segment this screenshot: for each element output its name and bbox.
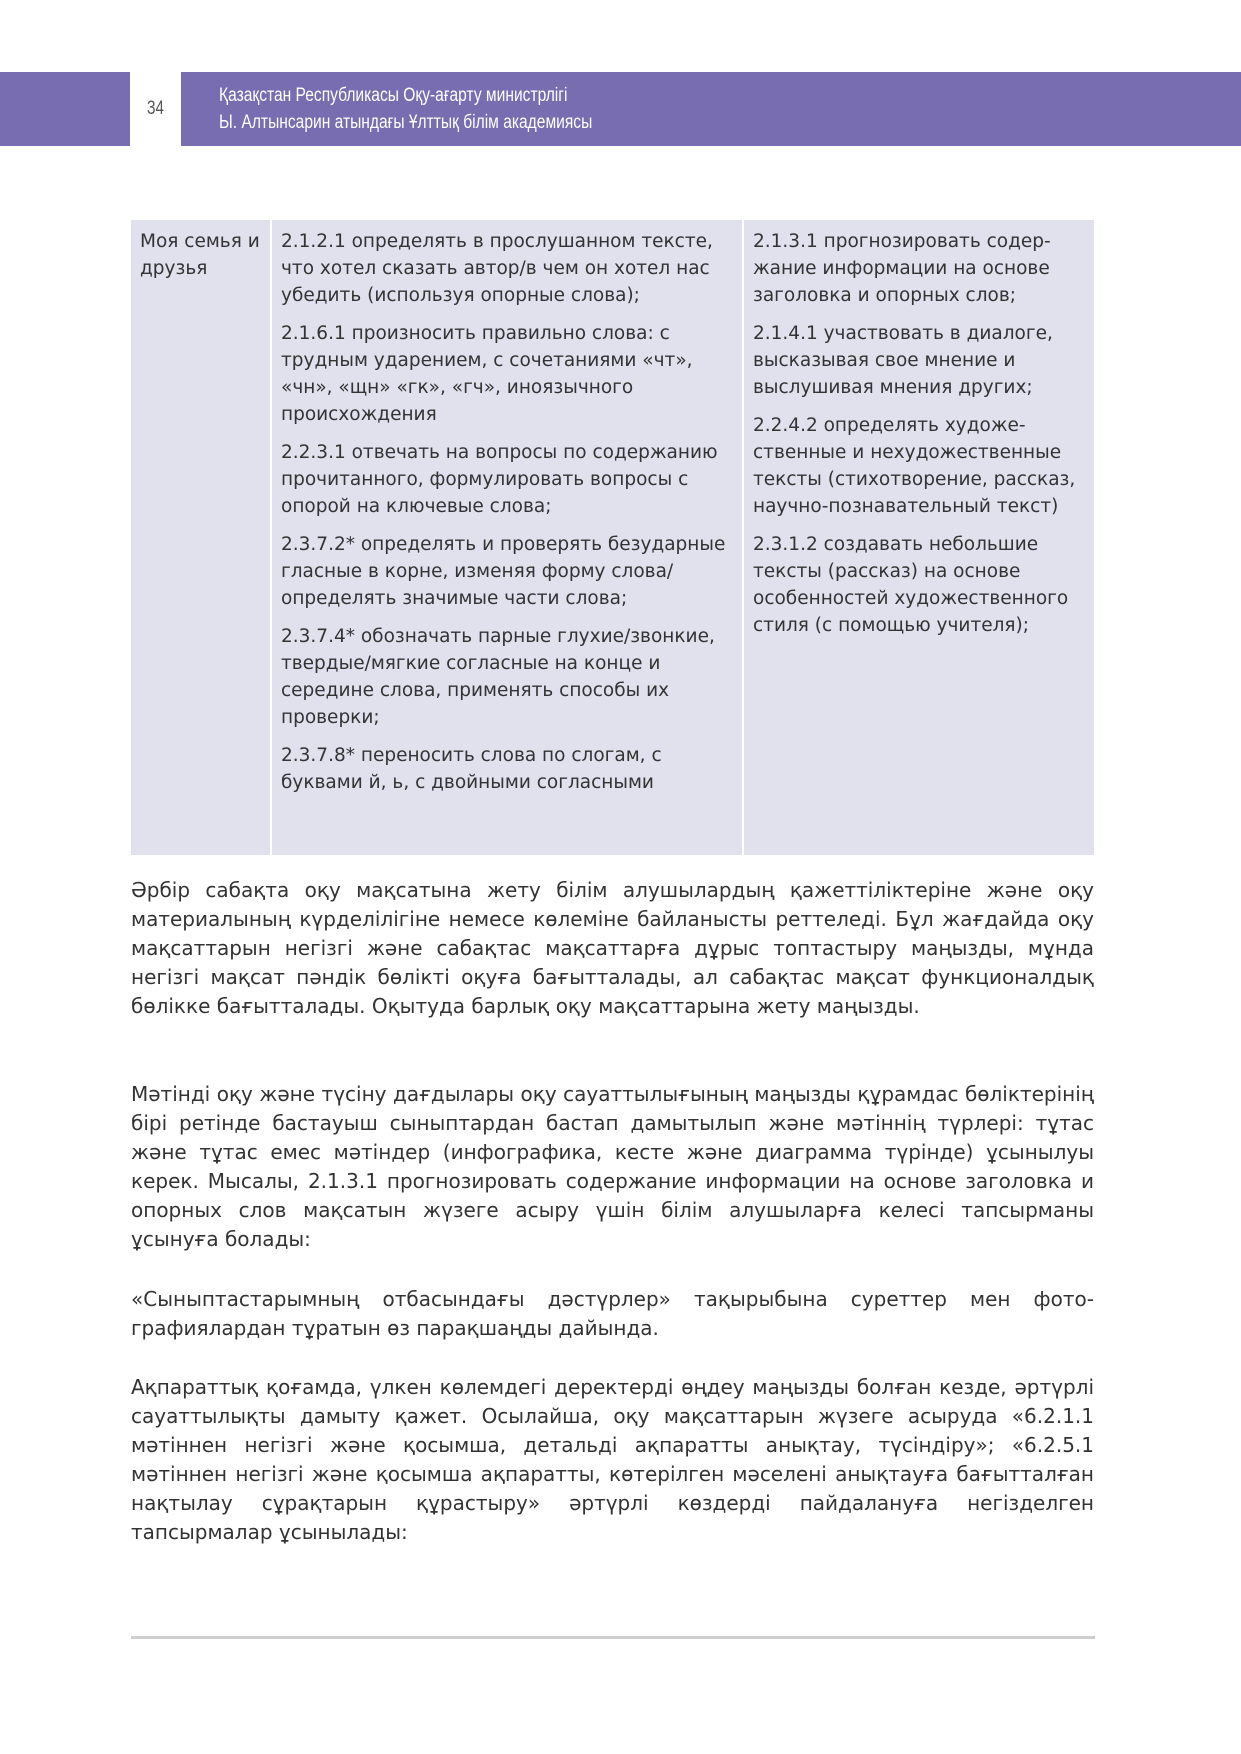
body-paragraph: Мәтінді оқу және түсіну дағдылары оқу сауаттылығының маңызды құрамдас бөліктерінің бірі ретінде бастауыш сыныптардан бастап дамытылып және мәтіннің түрлері: тұтас және тұтас емес мәтіндер (инфографика, кесте және диаграмма түрінде) ұсынылуы керек. Мысалы, 2.1.3.1 прогнозировать содержание информации на основе заголовка и опорных слов мақсатын жүзеге асыру үшін білім алушыларға келесі тапсырманы ұсынуға болады: — [131, 1082, 1094, 1251]
objective-item: 2.1.4.1 участвовать в диалоге, высказывая свое мнение и выслушивая мнения других; — [753, 323, 1053, 398]
page-number: 34 — [147, 98, 164, 119]
objective-item: 2.3.1.2 создавать небольшие тексты (рассказ) на основе особенностей художественного стиля (с помощью учителя); — [753, 534, 1069, 636]
objective-item: 2.3.7.8* переносить слова по слогам, с буквами й, ь, с двойными согласными — [281, 745, 662, 793]
objective-item: 2.3.7.4* обозначать парные глухие/звонкие, твердые/мягкие согласные на конце и середине слова, применять способы их проверки; — [281, 626, 715, 728]
body-paragraph: Әрбір сабақта оқу мақсатына жету білім алушылардың қажеттіліктеріне және оқу материалының күрделілігіне немесе көлеміне байланысты реттеледі. Бұл жағдайда оқу мақсаттарын негізгі және сабақтас мақсаттарға дұрыс топтастыру маңызды, мұнда негізгі мақсат пәндік бөлікті оқуға бағытталады, ал сабақтас мақсат функционалдық бөлікке бағытталады. Оқытуда барлық оқу мақсаттарына жету маңызды. — [131, 878, 1094, 1018]
objective-item: 2.2.3.1 отвечать на вопросы по содержанию прочитанного, формулировать вопросы с опорой на ключевые слова; — [281, 442, 718, 517]
body-paragraph: Ақпараттық қоғамда, үлкен көлемдегі деректерді өңдеу маңызды болған кезде, әртүрлі сауаттылықты дамыту қажет. Осылайша, оқу мақсаттарын жүзеге асыруда «6.2.1.1 мәтіннен негізгі және қосымша, детальді ақпаратты анықтау, түсіндіру»; «6.2.5.1 мәтіннен негізгі және қосымша ақпаратты, көтерілген мәселені анықтауға бағытталған нақтылау сұрақтарын құрастыру» әртүрлі көздерді пайдалануға негізделген тапсырмалар ұсынылады: — [131, 1375, 1094, 1544]
table-cell-objectives-column-3 — [744, 220, 1094, 855]
body-paragraph-task: «Сыныптастарымның отбасындағы дәстүрлер» тақырыбына суреттер мен фотографиялардан тұратын өз парақшаңды дайында. — [131, 1287, 1094, 1340]
running-header — [181, 72, 1241, 146]
objective-item: 2.1.6.1 произносить правильно слова: с трудным ударением, с сочетаниями «чт», «чн», «щн» «гк», «гч», иноязычного происхождения — [281, 323, 693, 425]
topic-label: Моя семья и друзья — [140, 231, 260, 279]
objective-item: 2.3.7.2* определять и проверять безударные гласные в корне, изменяя форму слова/определять значимые части слова; — [281, 534, 726, 609]
objective-item: 2.1.3.1 прогнозировать содержание информации на основе заголовка и опорных слов; — [753, 231, 1051, 306]
header-academy-line: Ы. Алтынсарин атындағы Ұлттық білім академиясы — [219, 112, 593, 133]
table-cell-topic — [131, 220, 270, 855]
header-ministry-line: Қазақстан Республикасы Оқу-ағарту министрлігі — [219, 85, 568, 106]
objective-item: 2.1.2.1 определять в прослушанном тексте, что хотел сказать автор/в чем он хотел нас убедить (используя опорные слова); — [281, 231, 713, 306]
footer-divider — [131, 1636, 1095, 1639]
learning-objectives-table — [131, 220, 1094, 855]
objective-item: 2.2.4.2 определять художественные и нехудожественные тексты (стихотворение, рассказ, научно-познавательный текст) — [753, 415, 1076, 517]
header-accent-block — [0, 72, 130, 146]
table-cell-objectives-column-2 — [272, 220, 742, 855]
